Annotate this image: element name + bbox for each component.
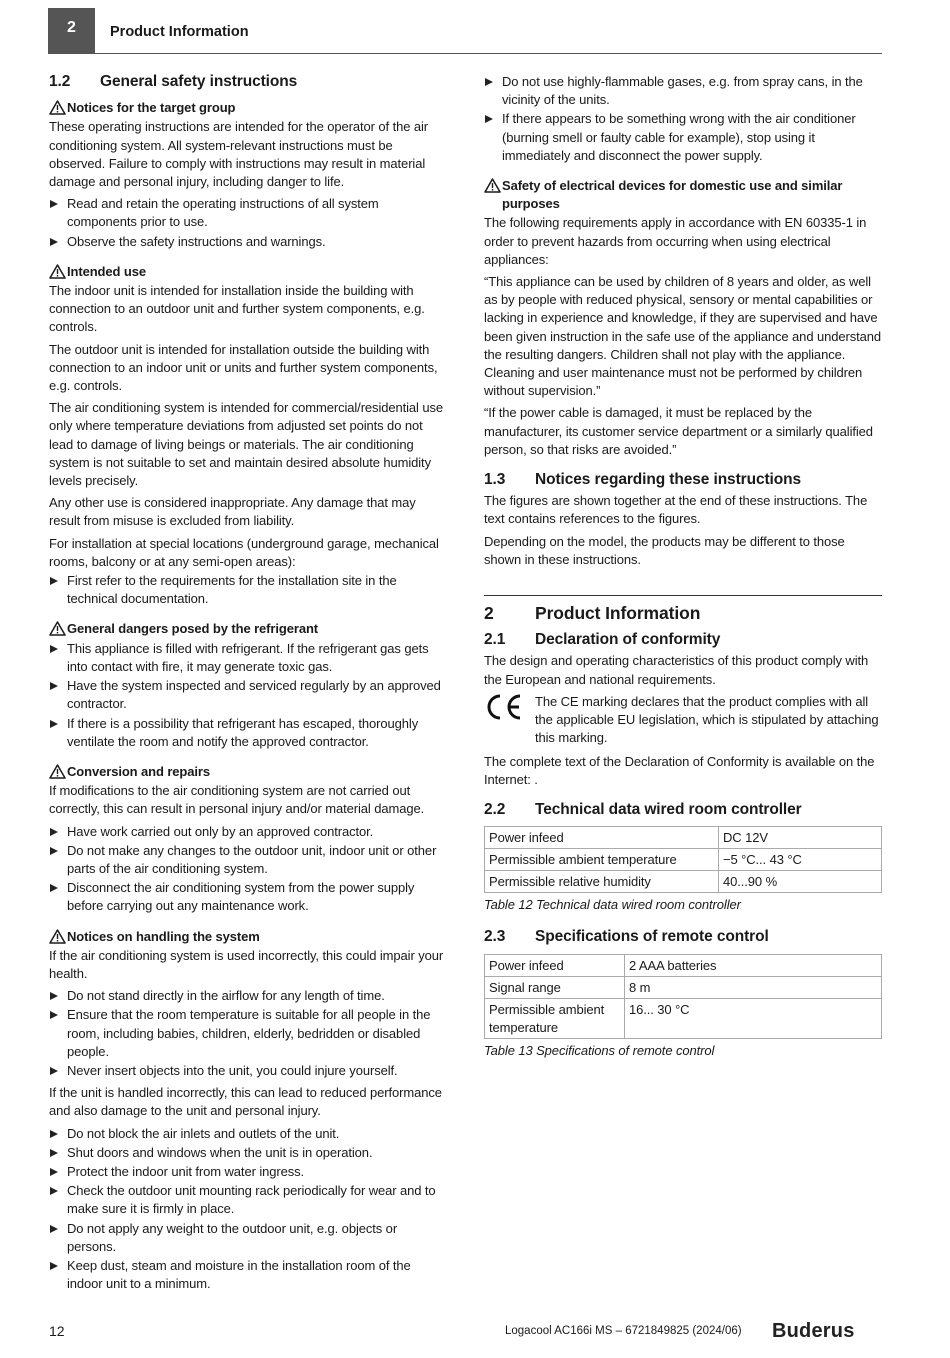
paragraph: Depending on the model, the products may be different to those shown in these instructions. (484, 533, 845, 567)
paragraph: “This appliance can be used by children of 8 years and older, as well as by people with reduced physical, sensory or mental capabilities or lacking in experience and knowledge, if they are supervised and have been given instruction in the safe use of the appliance and understand the resulting dangers. Children shall not play with the appliance. Cleaning and user maintenance must not be performed by children without supervision.” (484, 274, 882, 399)
paragraph: Any other use is considered inappropriate. Any damage that may result from misuse is excluded from liability. (49, 495, 416, 529)
table-row: Permissible ambient temperature 16... 30 °C (485, 998, 882, 1038)
warning-heading-text: Conversion and repairs (67, 763, 211, 779)
section-number: 2.1 (484, 631, 506, 649)
ce-text: The CE marking declares that the product complies with all the applicable EU legislation, which is stipulated by attaching this marking. (535, 693, 879, 746)
section-heading-2-3 (484, 928, 882, 946)
bullet-arrow-icon (50, 238, 58, 246)
section-heading-1-2 (49, 73, 447, 91)
warning-heading-target-group (49, 99, 447, 117)
section-heading-2-1 (484, 631, 882, 649)
warning-heading-handling (49, 928, 447, 946)
section-number: 1.3 (484, 471, 506, 489)
left-column (49, 73, 447, 1297)
section-number: 2.3 (484, 928, 506, 946)
bullet-arrow-icon (50, 828, 58, 836)
ce-notice (484, 693, 882, 748)
bullet-arrow-icon (50, 1262, 58, 1270)
list-item: Do not apply any weight to the outdoor unit, e.g. objects or persons. (49, 1220, 447, 1256)
paragraph: For installation at special locations (underground garage, mechanical rooms, balcony or at any semi-open areas): (49, 535, 439, 569)
list-item: Do not use highly-flammable gases, e.g. from spray cans, in the vicinity of the units. (484, 73, 882, 109)
paragraph: The following requirements apply in accordance with EN 60335-1 in order to prevent hazards from occurring when using electrical appliances: (484, 215, 867, 267)
table-row: Permissible ambient temperature −5 °C... 43 °C (485, 849, 882, 871)
list-item: Observe the safety instructions and warnings. (49, 233, 447, 251)
instruction-list (49, 640, 447, 751)
list-item: Keep dust, steam and moisture in the installation room of the indoor unit to a minimum. (49, 1257, 447, 1293)
instruction-list (49, 1125, 447, 1294)
instruction-list (49, 987, 447, 1080)
bullet-arrow-icon (50, 1225, 58, 1233)
list-item: Disconnect the air conditioning system from the power supply before carrying out any maintenance work. (49, 879, 447, 915)
warning-heading-text: Safety of electrical devices for domestic use and similar purposes (502, 178, 843, 212)
warning-heading-text: Notices on handling the system (67, 928, 260, 944)
list-item: Protect the indoor unit from water ingress. (49, 1163, 447, 1181)
table-caption: Table 13 Specifications of remote control (484, 1042, 715, 1058)
bullet-arrow-icon (50, 884, 58, 892)
instruction-list (49, 195, 447, 251)
list-item: Read and retain the operating instructions of all system components prior to use. (49, 195, 447, 231)
warning-heading-text: Notices for the target group (67, 100, 236, 116)
list-item: Do not block the air inlets and outlets of the unit. (49, 1125, 447, 1143)
chapter-tab (48, 8, 95, 54)
list-item: Check the outdoor unit mounting rack periodically for wear and to make sure it is firmly in place. (49, 1182, 447, 1218)
section-title: Declaration of conformity (535, 631, 721, 649)
spec-table-remote-control (484, 954, 882, 1039)
buderus-logo: Buderus (772, 1320, 855, 1342)
warning-triangle-icon (49, 764, 66, 779)
bullet-arrow-icon (50, 1130, 58, 1138)
section-number: 2.2 (484, 800, 506, 818)
spec-table-wired-controller (484, 826, 882, 893)
ce-mark-icon (484, 693, 535, 748)
header-divider (48, 53, 882, 54)
bullet-arrow-icon (50, 577, 58, 585)
paragraph: The outdoor unit is intended for installation outside the building with connection to an indoor unit or units and further system components, e.g. controls. (49, 341, 438, 394)
paragraph: These operating instructions are intended for the operator of the air conditioning system. All system-relevant instructions must be observed. Failure to comply with instructions may result in material damage and personal injury, including danger to life. (49, 119, 429, 190)
list-item: First refer to the requirements for the installation site in the technical documentation. (49, 572, 447, 608)
bullet-arrow-icon (50, 1168, 58, 1176)
section-title: General safety instructions (100, 73, 298, 90)
paragraph: If modifications to the air conditioning system are not carried out correctly, this can result in personal injury and/or material damage. (49, 783, 425, 817)
warning-triangle-icon (484, 178, 501, 193)
section-title: Specifications of remote control (535, 928, 769, 946)
bullet-arrow-icon (485, 115, 493, 123)
document-reference: Logacool AC166i MS – 6721849825 (2024/06) (505, 1325, 742, 1337)
warning-heading-electrical (484, 177, 882, 213)
list-item: Never insert objects into the unit, you could injure yourself. (49, 1062, 447, 1080)
right-column (484, 73, 882, 1074)
bullet-arrow-icon (50, 1187, 58, 1195)
list-item: Ensure that the room temperature is suitable for all people in the room, including babies, children, elderly, bedridden or disabled people. (49, 1006, 447, 1061)
instruction-list (49, 572, 447, 608)
paragraph: “If the power cable is damaged, it must be replaced by the manufacturer, its customer service department or a similarly qualified person, so that risks are avoided.” (484, 405, 873, 457)
paragraph: If the unit is handled incorrectly, this can lead to reduced performance and also damage to the unit and personal injury. (49, 1085, 442, 1119)
paragraph: If the air conditioning system is used incorrectly, this could impair your health. (49, 947, 444, 981)
list-item: Shut doors and windows when the unit is in operation. (49, 1144, 447, 1162)
section-heading-1-3 (484, 471, 882, 489)
table-row: Power infeed 2 AAA batteries (485, 954, 882, 976)
paragraph: The figures are shown together at the end of these instructions. The text contains references to the figures. (484, 493, 868, 527)
page-number: 12 (49, 1323, 65, 1339)
bullet-arrow-icon (485, 78, 493, 86)
paragraph: The design and operating characteristics of this product comply with the European and national requirements. (484, 653, 869, 687)
bullet-arrow-icon (50, 682, 58, 690)
bullet-arrow-icon (50, 992, 58, 1000)
section-title: Notices regarding these instructions (535, 471, 801, 489)
warning-heading-refrigerant (49, 620, 447, 638)
instruction-list (484, 73, 882, 165)
section-heading-2-2 (484, 801, 882, 819)
warning-triangle-icon (49, 264, 66, 279)
page-header-title: Product Information (110, 24, 249, 40)
paragraph: The air conditioning system is intended for commercial/residential use only where temperature deviations from adjusted set points do not lead to damage of living beings or materials. The air conditioning system is not suitable to set and maintain desired absolute humidity levels precisely. (49, 400, 444, 489)
warning-triangle-icon (49, 621, 66, 636)
warning-heading-intended-use (49, 263, 447, 281)
table-caption: Table 12 Technical data wired room controller (484, 897, 741, 913)
list-item: If there is a possibility that refrigerant has escaped, thoroughly ventilate the room and notify the approved contractor. (49, 715, 447, 751)
section-number: 1.2 (49, 73, 71, 90)
warning-heading-conversion (49, 763, 447, 781)
section-title: Technical data wired room controller (535, 800, 802, 818)
list-item: Have the system inspected and serviced regularly by an approved contractor. (49, 677, 447, 713)
list-item: Do not stand directly in the airflow for any length of time. (49, 987, 447, 1005)
table-row: Power infeed DC 12V (485, 827, 882, 849)
chapter-title: Product Information (535, 603, 701, 624)
instruction-list (49, 823, 447, 916)
warning-heading-text: General dangers posed by the refrigerant (67, 621, 319, 637)
list-item: If there appears to be something wrong with the air conditioner (burning smell or faulty cable for example), stop using it immediately and disconnect the power supply. (484, 110, 882, 165)
bullet-arrow-icon (50, 1149, 58, 1157)
chapter-number: 2 (484, 603, 494, 624)
bullet-arrow-icon (50, 645, 58, 653)
warning-triangle-icon (49, 929, 66, 944)
table-row: Signal range 8 m (485, 976, 882, 998)
chapter-heading-2 (484, 595, 882, 622)
chapter-number: 2 (67, 19, 76, 36)
bullet-arrow-icon (50, 1011, 58, 1019)
paragraph: The complete text of the Declaration of Conformity is available on the Internet: . (484, 753, 875, 787)
bullet-arrow-icon (50, 1067, 58, 1075)
list-item: Have work carried out only by an approved contractor. (49, 823, 447, 841)
warning-heading-text: Intended use (67, 263, 146, 279)
bullet-arrow-icon (50, 847, 58, 855)
bullet-arrow-icon (50, 200, 58, 208)
warning-triangle-icon (49, 100, 66, 115)
list-item: This appliance is filled with refrigerant. If the refrigerant gas gets into contact with fire, it may generate toxic gas. (49, 640, 447, 676)
list-item: Do not make any changes to the outdoor unit, indoor unit or other parts of the air conditioning system. (49, 842, 447, 878)
paragraph: The indoor unit is intended for installation inside the building with connection to an outdoor unit and further system components, e.g. controls. (49, 283, 425, 335)
bullet-arrow-icon (50, 720, 58, 728)
table-row: Permissible relative humidity 40...90 % (485, 871, 882, 893)
